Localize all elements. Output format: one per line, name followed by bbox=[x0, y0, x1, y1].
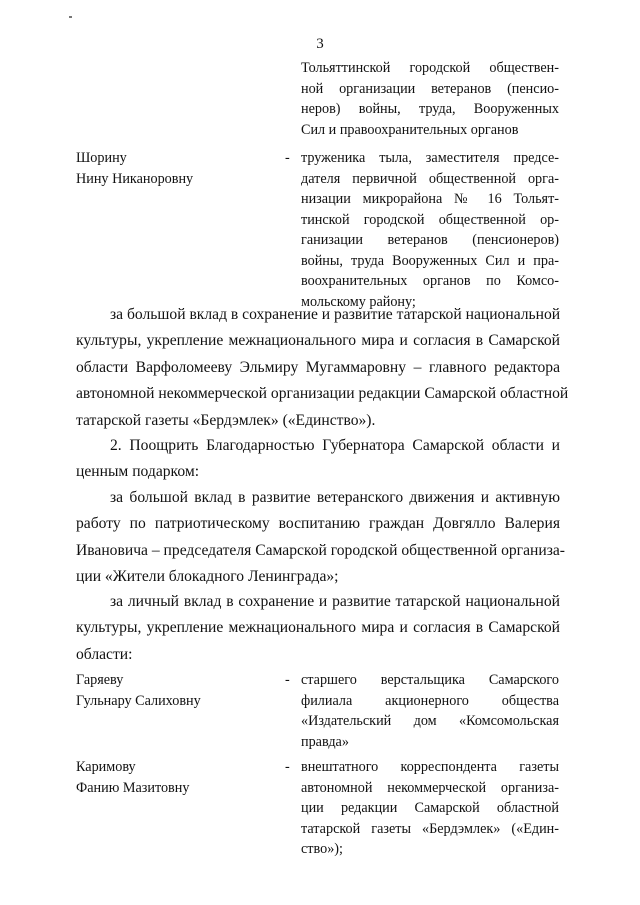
desc-line: труженика тыла, заместителя предсе- bbox=[301, 150, 559, 166]
paragraph-line: татарской газеты «Бердэмлек» («Единство»). bbox=[76, 411, 376, 429]
desc-line: филиала акционерного общества bbox=[301, 692, 559, 709]
scan-speck bbox=[69, 16, 72, 18]
desc-line: правда» bbox=[301, 733, 349, 750]
awardee-name bbox=[76, 757, 276, 798]
entry-description bbox=[301, 58, 559, 140]
paragraph-line: за личный вклад в сохранение и развитие татарской национальной bbox=[110, 593, 560, 610]
paragraph-line: работу по патриотическому воспитанию граждан Довгялло Валерия bbox=[76, 515, 560, 533]
body-paragraph bbox=[76, 485, 565, 591]
desc-line: ство»); bbox=[301, 841, 343, 857]
desc-line: воохранительных органов по Комсо- bbox=[301, 273, 559, 289]
desc-line: Тольяттинской городской обществен- bbox=[301, 60, 559, 76]
entry-description bbox=[301, 670, 559, 752]
awardee-surname: Гаряеву bbox=[76, 672, 124, 688]
awardee-given-names: Гульнару Салиховну bbox=[76, 692, 201, 709]
desc-line: Сил и правоохранительных органов bbox=[301, 121, 519, 138]
desc-line: старшего верстальщика Самарского bbox=[301, 672, 559, 688]
entry-description bbox=[301, 757, 559, 860]
body-paragraph bbox=[76, 302, 569, 434]
body-paragraph bbox=[76, 589, 560, 668]
desc-line: автономной некоммерческой организа- bbox=[301, 779, 559, 796]
awardee-name bbox=[76, 148, 276, 189]
desc-line: неров) войны, труда, Вооруженных bbox=[301, 101, 559, 117]
desc-line: войны, труда Вооруженных Сил и пра- bbox=[301, 252, 559, 269]
paragraph-line: ценным подарком: bbox=[76, 463, 200, 481]
paragraph-line: области: bbox=[76, 645, 133, 663]
awardee-name bbox=[76, 670, 276, 711]
entry-description bbox=[301, 148, 559, 312]
entry-dash: - bbox=[285, 672, 290, 688]
desc-line: внештатного корреспондента газеты bbox=[301, 759, 559, 775]
desc-line: ной организации ветеранов (пенсио- bbox=[301, 80, 559, 97]
paragraph-line: автономной некоммерческой организации редакции Самарской областной bbox=[76, 385, 569, 403]
desc-line: ганизации ветеранов (пенсионеров) bbox=[301, 232, 559, 248]
desc-line: ции редакции Самарской областной bbox=[301, 800, 559, 816]
awardee-given-names: Нину Никаноровну bbox=[76, 170, 194, 187]
page-number: 3 bbox=[316, 36, 324, 52]
desc-line: низации микрорайона № 16 Тольят- bbox=[301, 191, 559, 207]
paragraph-line: ции «Жители блокадного Ленинграда»; bbox=[76, 568, 339, 586]
desc-line: татарской газеты «Бердэмлек» («Един- bbox=[301, 820, 559, 837]
paragraph-line: 2. Поощрить Благодарностью Губернатора Самарской области и bbox=[110, 437, 560, 454]
entry-dash: - bbox=[285, 150, 290, 166]
paragraph-line: культуры, укрепление межнационального мира и согласия в Самарской bbox=[76, 619, 560, 637]
paragraph-line: Ивановича – председателя Самарской городской общественной организа- bbox=[76, 541, 565, 559]
awardee-surname: Шорину bbox=[76, 150, 127, 166]
desc-line: «Издательский дом «Комсомольская bbox=[301, 713, 559, 729]
paragraph-line: за большой вклад в сохранение и развитие татарской национальной bbox=[110, 306, 561, 323]
desc-line: тинской городской общественной ор- bbox=[301, 211, 559, 228]
awardee-given-names: Фанию Мазитовну bbox=[76, 779, 190, 796]
awardee-surname: Каримову bbox=[76, 759, 136, 775]
desc-line: дателя первичной общественной орга- bbox=[301, 170, 559, 187]
body-paragraph bbox=[76, 433, 560, 486]
paragraph-line: за большой вклад в развитие ветеранского движения и активную bbox=[110, 489, 560, 506]
desc-line: мольскому району; bbox=[301, 293, 416, 310]
paragraph-line: культуры, укрепление межнационального мира и согласия в Самарской bbox=[76, 332, 560, 350]
entry-dash: - bbox=[285, 759, 290, 775]
paragraph-line: области Варфоломееву Эльмиру Мугаммаровну – главного редактора bbox=[76, 358, 560, 376]
